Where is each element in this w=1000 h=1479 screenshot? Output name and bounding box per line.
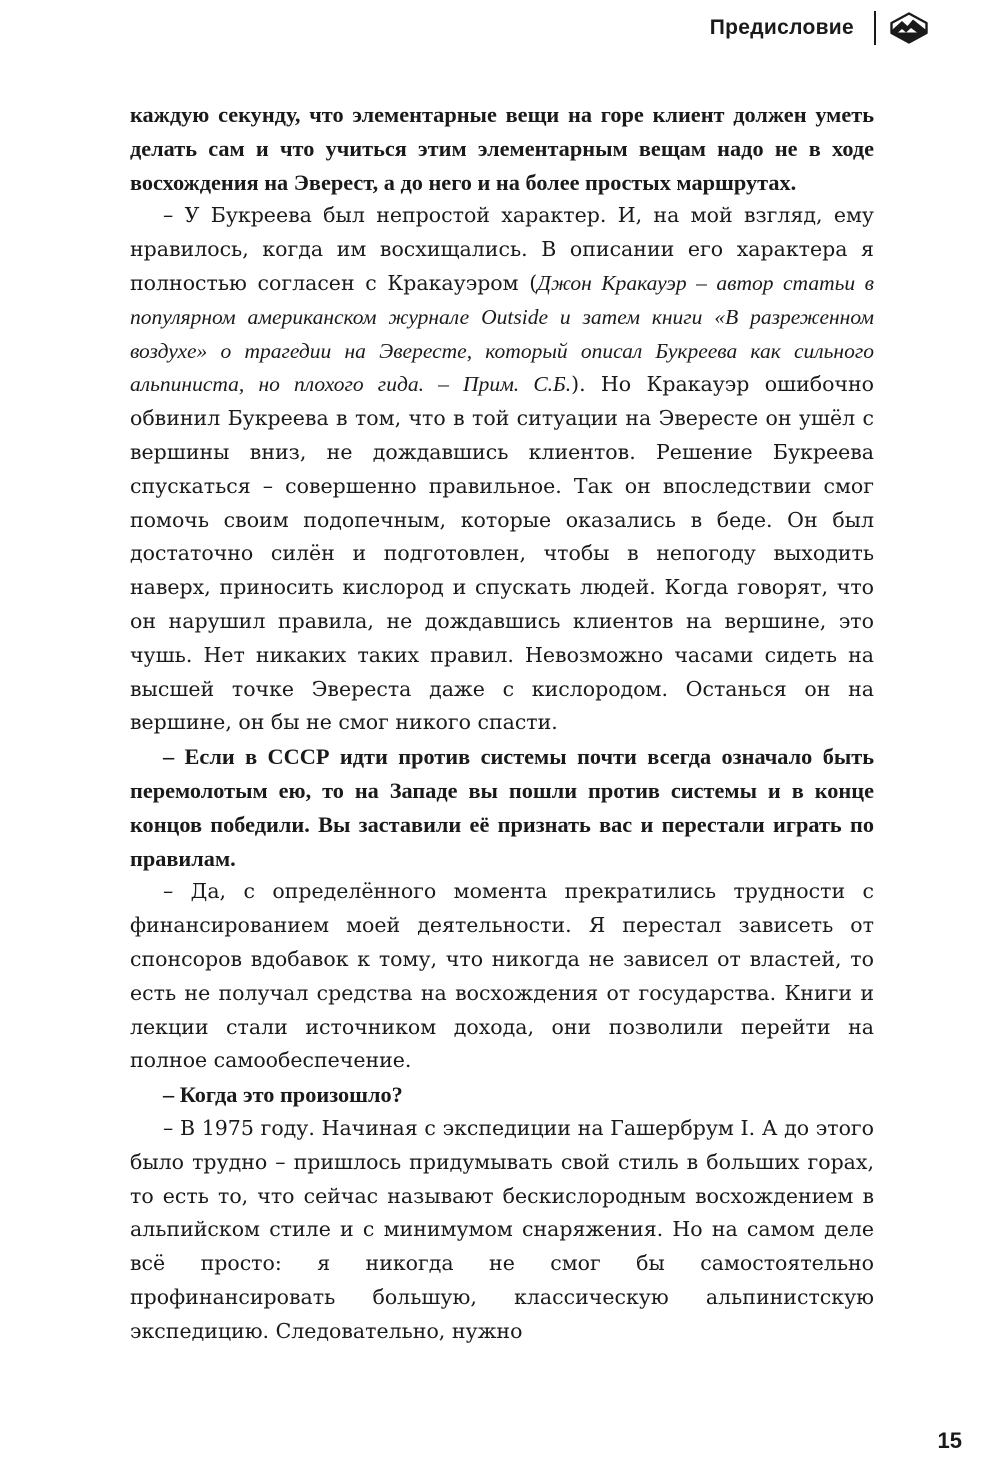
question-paragraph: каждую секунду, что элементарные вещи на горе клиент должен уметь делать сам и что учиться этим элементарным вещам надо не в ходе восхождения на Эверест, а до него и на более простых маршрутах.	[130, 102, 874, 195]
answer-paragraph	[130, 199, 874, 740]
question-paragraph: – Когда это произошло?	[163, 1082, 403, 1108]
header-divider	[874, 11, 876, 45]
body-text	[130, 98, 874, 1348]
answer-paragraph: – Да, с определённого момента прекратились трудности с финансированием моей деятельности. Я перестал зависеть от спонсоров вдобавок к тому, что никогда не зависел от властей, то есть не получал средства на восхождения от государства. Книги и лекции стали источником дохода, они позволили перейти на полное самообеспечение.	[130, 879, 874, 1073]
page-number: 15	[937, 1428, 962, 1453]
mountain-emblem-icon	[890, 12, 928, 44]
answer-text: – У Букреева был непростой характер. И, на мой взгляд, ему нравилось, когда им восхищались. В описании его характера я полностью согласен с Кракауэром (	[130, 203, 874, 295]
answer-paragraph: – В 1975 году. Начиная с экспедиции на Гашербрум I. А до этого было трудно – пришлось придумывать свой стиль в больших горах, то есть то, что сейчас называют бескислородным восхождением в альпийском стиле и с минимумом снаряжения. Но на самом деле всё просто: я никогда не смог бы самостоятельно профинансировать большую, классическую альпинистскую экспедицию. Следовательно, нужно	[130, 1115, 874, 1343]
question-paragraph: – Если в СССР идти против системы почти всегда означало быть перемолотым ею, то на Западе вы пошли против системы и в конце концов победили. Вы заставили её признать вас и перестали играть по правилам.	[130, 744, 874, 871]
running-header	[710, 8, 928, 48]
answer-text: ). Но Кракауэр ошибочно обвинил Букреева в том, что в той ситуации на Эвересте он ушёл с вершины вниз, не дождавшись клиентов. Решение Букреева спускаться – совершенно правильное. Так он впоследствии смог помочь своим подопечным, которые оказались в беде. Он был достаточно силён и подготовлен, чтобы в непогоду выходить наверх, приносить кислород и спускать людей. Когда говорят, что он нарушил правила, не дождавшись клиентов на вершине, это чушь. Нет никаких таких правил. Невозможно часами сидеть на высшей точке Эвереста даже с кислородом. Останься он на вершине, он бы не смог никого спасти.	[130, 372, 874, 735]
editor-note: Джон Кракауэр – автор статьи в популярном американском журнале Outside и затем книги «В разреженном воздухе» о трагедии на Эвересте, который описал Букреева как сильного альпиниста, но плохого гида. – Прим. С.Б.	[130, 270, 874, 397]
chapter-title: Предисловие	[709, 16, 854, 39]
